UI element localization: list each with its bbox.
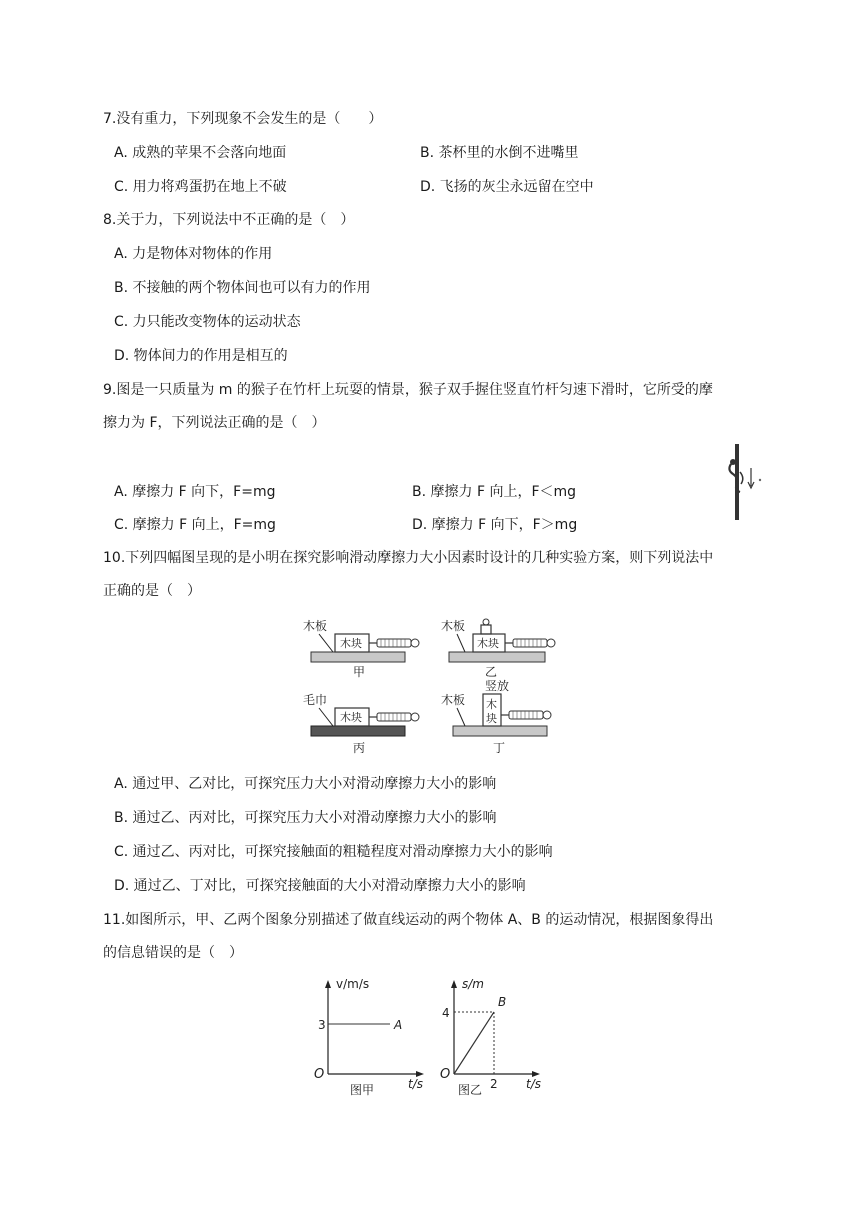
q8-stem: 8.关于力，下列说法中不正确的是（ ）: [103, 212, 355, 228]
origin-jia: O: [314, 1067, 325, 1082]
caption-tu-jia: 图甲: [350, 1083, 375, 1097]
diagram-jia: [303, 618, 419, 679]
caption-ding: 丁: [493, 741, 506, 755]
caption-yi: 乙: [485, 665, 498, 679]
label-maojin: 毛巾: [303, 693, 328, 707]
series-a-label: A: [394, 1018, 403, 1032]
caption-bing: 丙: [353, 741, 366, 755]
q10-option-b: B. 通过乙、丙对比，可探究压力大小对滑动摩擦力大小的影响: [114, 810, 497, 826]
diagram-yi: [441, 618, 555, 693]
graph-jia: [314, 977, 424, 1097]
monkey-pole-figure: [722, 442, 768, 522]
s-axis-label: s/m: [462, 977, 484, 991]
q10-option-d: D. 通过乙、丁对比，可探究接触面的大小对滑动摩擦力大小的影响: [114, 878, 526, 894]
caption-jia: 甲: [353, 665, 366, 679]
diagram-ding: [441, 692, 551, 755]
q8-option-b: B. 不接触的两个物体间也可以有力的作用: [114, 280, 371, 296]
caption-tu-yi: 图乙: [458, 1083, 483, 1097]
label-mu: 木: [486, 698, 497, 711]
label-shufang: 竖放: [485, 679, 510, 693]
label-muban-jia: 木板: [303, 619, 328, 633]
label-muban-ding: 木板: [441, 693, 466, 707]
tick-2: 2: [490, 1077, 498, 1091]
t-axis-label-jia: t/s: [408, 1077, 423, 1091]
q7-stem: 7.没有重力，下列现象不会发生的是（ ）: [103, 111, 383, 127]
motion-graphs-figure: [308, 970, 548, 1100]
label-mukuai-jia: 木块: [340, 637, 362, 650]
q8-option-d: D. 物体间力的作用是相互的: [114, 348, 288, 364]
q8-option-c: C. 力只能改变物体的运动状态: [114, 314, 301, 330]
t-axis-label-yi: t/s: [526, 1077, 541, 1091]
q7-option-d: D. 飞扬的灰尘永远留在空中: [420, 179, 594, 195]
q11-stem-line2: 的信息错误的是（ ）: [103, 945, 243, 961]
graph-yi: [440, 977, 541, 1097]
q10-stem-line1: 10.下列四幅图呈现的是小明在探究影响滑动摩擦力大小因素时设计的几种实验方案，则下列说法中: [103, 550, 714, 566]
friction-experiment-figure: [295, 612, 565, 762]
origin-yi: O: [440, 1067, 451, 1082]
label-mukuai-yi: 木块: [477, 637, 499, 650]
label-mukuai-bing: 木块: [340, 711, 362, 724]
q9-option-b: B. 摩擦力 F 向上，F＜mg: [412, 484, 577, 500]
q8-option-a: A. 力是物体对物体的作用: [114, 246, 273, 262]
q7-option-b: B. 茶杯里的水倒不进嘴里: [420, 145, 579, 161]
q7-option-c: C. 用力将鸡蛋扔在地上不破: [114, 179, 287, 195]
q9-option-d: D. 摩擦力 F 向下，F＞mg: [412, 517, 578, 533]
q9-stem-line1: 9.图是一只质量为 m 的猴子在竹杆上玩耍的情景，猴子双手握住竖直竹杆匀速下滑时，它所受的摩: [103, 382, 713, 398]
q11-stem-line1: 11.如图所示，甲、乙两个图象分别描述了做直线运动的两个物体 A、B 的运动情况，根据图象得出: [103, 912, 714, 928]
diagram-bing: [303, 692, 419, 755]
tick-4: 4: [442, 1006, 450, 1020]
tick-3: 3: [318, 1018, 326, 1032]
series-b-label: B: [498, 995, 507, 1009]
q9-option-c: C. 摩擦力 F 向上，F=mg: [114, 517, 276, 533]
q7-option-a: A. 成熟的苹果不会落向地面: [114, 145, 287, 161]
v-axis-label: v/m/s: [336, 977, 370, 991]
q9-option-a: A. 摩擦力 F 向下，F=mg: [114, 484, 276, 500]
q10-stem-line2: 正确的是（ ）: [103, 583, 201, 599]
q10-option-a: A. 通过甲、乙对比，可探究压力大小对滑动摩擦力大小的影响: [114, 776, 497, 792]
q10-option-c: C. 通过乙、丙对比，可探究接触面的粗糙程度对滑动摩擦力大小的影响: [114, 844, 553, 860]
q9-stem-line2: 擦力为 F，下列说法正确的是（ ）: [103, 415, 326, 431]
label-muban-yi: 木板: [441, 619, 466, 633]
label-kuai: 块: [486, 712, 497, 725]
